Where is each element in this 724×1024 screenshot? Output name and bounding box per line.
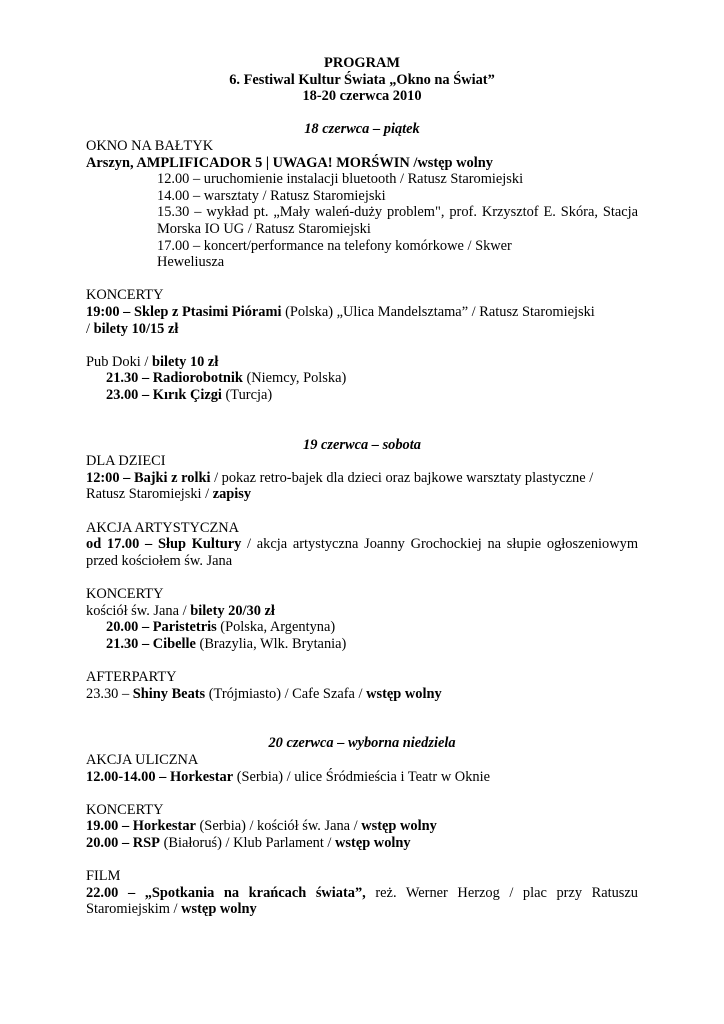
event-item: 14.00 – warsztaty / Ratusz Staromiejski bbox=[157, 187, 386, 204]
event-time-act: 23.00 – Kırık Çizgi bbox=[106, 386, 222, 403]
section-label-koncerty: KONCERTY bbox=[86, 586, 164, 602]
event-details: (Serbia) / ulice Śródmieścia i Teatr w Oknie bbox=[233, 768, 490, 785]
event-entry bbox=[86, 304, 638, 337]
event-details: (Brazylia, Wlk. Brytania) bbox=[195, 635, 347, 652]
event-entry bbox=[86, 885, 638, 918]
section-label-akcja-artystyczna: AKCJA ARTYSTYCZNA bbox=[86, 519, 240, 536]
event-entry bbox=[86, 769, 638, 786]
venue-line bbox=[86, 354, 638, 371]
venue-name: kościół św. Jana / bbox=[86, 602, 191, 619]
event-time-act: 21.30 – Radiorobotnik bbox=[106, 370, 243, 387]
program-document bbox=[86, 55, 638, 918]
ticket-price: bilety 10/15 zł bbox=[93, 320, 179, 337]
event-details: (Turcja) bbox=[221, 386, 273, 403]
section-label-koncerty: KONCERTY bbox=[86, 801, 164, 818]
section-label-okno-na-baltyk: OKNO NA BAŁTYK bbox=[86, 137, 214, 154]
venue-name: Pub Doki / bbox=[86, 353, 152, 370]
event-entry bbox=[86, 387, 638, 404]
day-heading-18: 18 czerwca – piątek bbox=[304, 121, 420, 138]
event-details: (Trójmiasto) / Cafe Szafa / bbox=[205, 685, 367, 702]
venue-line bbox=[86, 603, 638, 620]
free-entry: wstęp wolny bbox=[361, 818, 437, 835]
event-time-act: 22.00 – „Spotkania na krańcach świata”, bbox=[86, 884, 366, 901]
festival-dates: 18-20 czerwca 2010 bbox=[302, 88, 422, 105]
free-entry: wstęp wolny bbox=[366, 685, 442, 702]
event-entry bbox=[86, 619, 638, 636]
section-label-akcja-uliczna: AKCJA ULICZNA bbox=[86, 751, 199, 768]
signup-note: zapisy bbox=[212, 486, 252, 503]
event-details: / pokaz retro-bajek dla dzieci oraz bajkowe warsztaty plastyczne / Ratusz Staromiejski / bbox=[86, 469, 594, 503]
ticket-price: bilety 10 zł bbox=[151, 353, 219, 370]
section-label-koncerty: KONCERTY bbox=[86, 287, 164, 304]
event-entry bbox=[86, 636, 638, 653]
ticket-price: bilety 20/30 zł bbox=[190, 602, 275, 619]
event-time-act: 12.00-14.00 – Horkestar bbox=[86, 768, 234, 785]
event-details: reż. Werner Herzog / plac przy Ratuszu Staromiejskim / bbox=[86, 884, 638, 918]
free-entry: wstęp wolny bbox=[181, 901, 257, 918]
event-details: (Polska, Argentyna) bbox=[216, 619, 336, 636]
event-entry bbox=[86, 686, 638, 703]
event-entry bbox=[86, 835, 638, 852]
event-details: (Polska) „Ulica Mandelsztama” / Ratusz Staromiejski / bbox=[86, 303, 595, 337]
event-item: 15.30 – wykład pt. „Mały waleń-duży problem", prof. Krzysztof E. Skóra, Stacja Morska IO UG / Ratusz Staromiejski bbox=[157, 204, 638, 237]
event-time-act: 21.30 – Cibelle bbox=[106, 635, 196, 652]
event-time-act: 19.00 – Horkestar bbox=[86, 818, 196, 835]
section-label-dla-dzieci: DLA DZIECI bbox=[86, 453, 166, 470]
section-label-afterparty: AFTERPARTY bbox=[86, 668, 177, 685]
free-entry: wstęp wolny bbox=[335, 834, 411, 851]
event-entry bbox=[86, 370, 638, 387]
event-time-act: od 17.00 – Słup Kultury bbox=[86, 536, 242, 553]
event-details: (Niemcy, Polska) bbox=[242, 370, 347, 387]
document-title: PROGRAM bbox=[324, 55, 400, 71]
event-entry bbox=[86, 536, 638, 569]
section-headline: Arszyn, AMPLIFICADOR 5 | UWAGA! MORŚWIN /wstęp wolny bbox=[86, 154, 493, 171]
event-details: (Serbia) / kościół św. Jana / bbox=[195, 818, 362, 835]
event-item: 12.00 – uruchomienie instalacji bluetooth / Ratusz Staromiejski bbox=[157, 171, 524, 188]
day-heading-19: 19 czerwca – sobota bbox=[303, 436, 421, 453]
section-label-film: FILM bbox=[86, 868, 121, 885]
event-entry bbox=[86, 818, 638, 835]
event-details: / akcja artystyczna Joanny Grochockiej na słupie ogłoszeniowym przed kościołem św. Jana bbox=[86, 536, 639, 569]
event-time-act: 19:00 – Sklep z Ptasimi Piórami bbox=[86, 303, 282, 320]
event-time-act: 12:00 – Bajki z rolki bbox=[86, 469, 211, 486]
event-entry bbox=[86, 470, 638, 503]
event-details: (Białoruś) / Klub Parlament / bbox=[159, 834, 336, 851]
day-heading-20: 20 czerwca – wyborna niedziela bbox=[268, 735, 456, 752]
event-time-act: 20.00 – RSP bbox=[86, 834, 160, 851]
event-time-act: 20.00 – Paristetris bbox=[106, 619, 217, 636]
event-act: Shiny Beats bbox=[132, 685, 206, 702]
event-time: 23.30 – bbox=[86, 685, 133, 702]
event-item: 17.00 – koncert/performance na telefony komórkowe / Skwer Heweliusza bbox=[157, 237, 512, 271]
festival-name: 6. Festiwal Kultur Świata „Okno na Świat” bbox=[229, 71, 495, 88]
